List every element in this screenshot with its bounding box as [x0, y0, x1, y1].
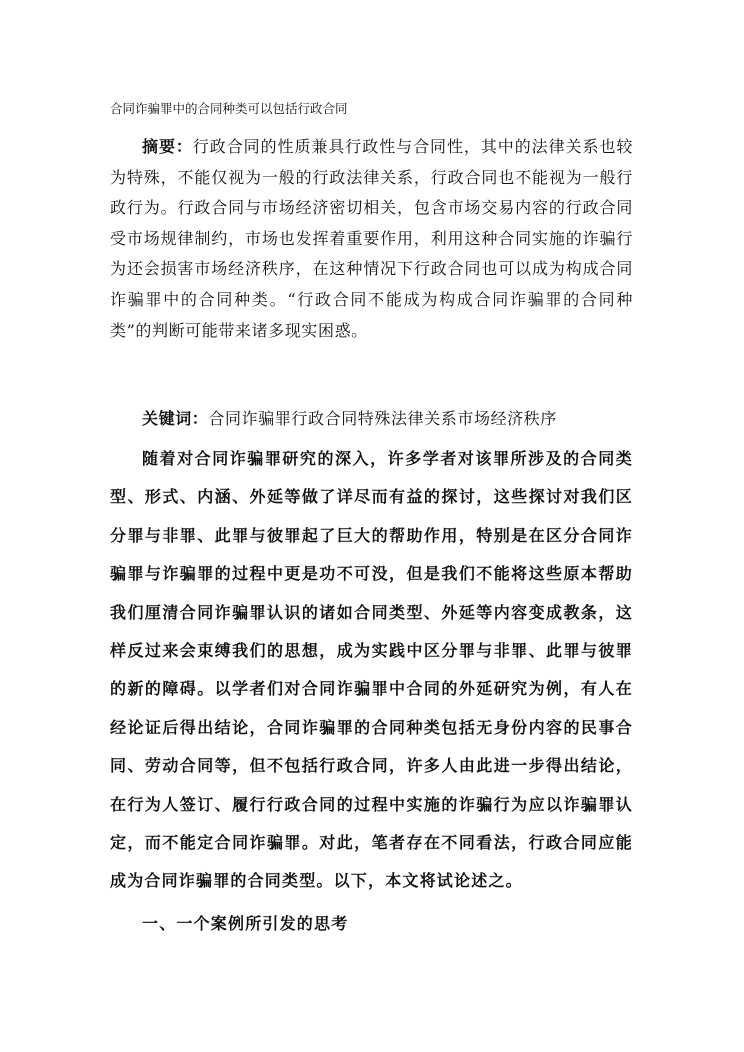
document-title: 合同诈骗罪中的合同种类可以包括行政合同 — [110, 101, 348, 116]
abstract-paragraph — [110, 132, 633, 346]
abstract-label: 摘要： — [142, 137, 193, 156]
section-heading: 一、一个案例所引发的思考 — [142, 914, 349, 933]
body-paragraph: 随着对合同诈骗罪研究的深入，许多学者对该罪所涉及的合同类型、形式、内涵、外延等做了详尽而有益的探讨，这些探讨对我们区分罪与非罪、此罪与彼罪起了巨大的帮助作用，特别是在区分合同诈骗罪与诈骗罪的过程中更是功不可没，但是我们不能将这些原本帮助我们厘清合同诈骗罪认识的诸如合同类型、外延等内容变成教条，这样反过来会束缚我们的思想，成为实践中区分罪与非罪、此罪与彼罪的新的障碍。以学者们对合同诈骗罪中合同的外延研究为例，有人在经论证后得出结论，合同诈骗罪的合同种类包括无身份内容的民事合同、劳动合同等，但不包括行政合同，许多人由此进一步得出结论，在行为人签订、履行行政合同的过程中实施的诈骗行为应以诈骗罪认定，而不能定合同诈骗罪。对此，笔者存在不同看法，行政合同应能成为合同诈骗罪的合同类型。以下，本文将试论述之。 — [110, 449, 633, 891]
keywords-label: 关键词： — [142, 409, 209, 428]
abstract-text: 行政合同的性质兼具行政性与合同性，其中的法律关系也较为特殊，不能仅视为一般的行政法律关系，行政合同也不能视为一般行政行为。行政合同与市场经济密切相关，包含市场交易内容的行政合同受市场规律制约，市场也发挥着重要作用，利用这种合同实施的诈骗行为还会损害市场经济秩序，在这种情况下行政合同也可以成为构成合同诈骗罪中的合同种类。“行政合同不能成为构成合同诈骗罪的合同种类”的判断可能带来诸多现实困惑。 — [110, 137, 633, 340]
keywords-text: 合同诈骗罪行政合同特殊法律关系市场经济秩序 — [208, 409, 558, 428]
keywords-paragraph — [110, 404, 633, 434]
